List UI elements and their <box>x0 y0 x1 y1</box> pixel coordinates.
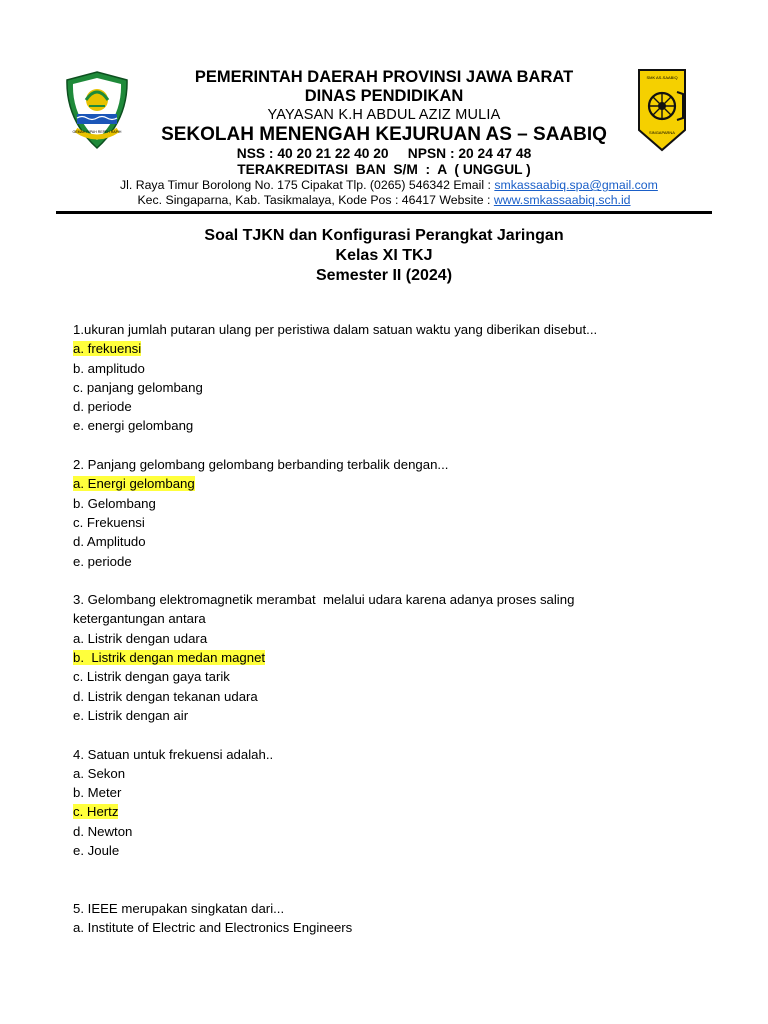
question-list <box>73 320 713 938</box>
title-line-3: Semester II (2024) <box>315 267 453 284</box>
accreditation: TERAKREDITASI BAN S/M : A ( UNGGUL ) <box>237 162 531 178</box>
answer-option-row <box>73 474 713 493</box>
answer-option: c. Frekuensi <box>73 514 145 530</box>
answer-option: e. Listrik dengan air <box>73 707 189 723</box>
answer-option: c. Listrik dengan gaya tarik <box>73 669 230 685</box>
answer-option-highlighted: b. Listrik dengan medan magnet <box>73 650 266 666</box>
question-text: 4. Satuan untuk frekuensi adalah.. <box>73 746 274 762</box>
answer-option: a. Listrik dengan udara <box>73 630 208 646</box>
address-1-text: Jl. Raya Timur Borolong No. 175 Cipakat Tlp. (0265) 546342 Email : <box>120 178 495 193</box>
question-text: 3. Gelombang elektromagnetik merambat melalui udara karena adanya proses saling <box>73 592 575 608</box>
address-line-2 <box>120 193 648 208</box>
left-logo-motto: GEMAH RIPAH REPEH RAPIH <box>72 130 122 134</box>
government-name: PEMERINTAH DAERAH PROVINSI JAWA BARAT <box>194 68 574 86</box>
spacer <box>73 436 713 455</box>
answer-option: d. Newton <box>73 823 133 839</box>
foundation-name: YAYASAN K.H ABDUL AZIZ MULIA <box>267 106 501 123</box>
answer-option: d. periode <box>73 399 132 415</box>
answer-option: d. Listrik dengan tekanan udara <box>73 688 258 704</box>
answer-option-row <box>73 339 713 358</box>
answer-option: b. Meter <box>73 785 122 801</box>
nss-npsn: NSS : 40 20 21 22 40 20 NPSN : 20 24 47 48 <box>236 146 532 162</box>
answer-option: a. Sekon <box>73 765 126 781</box>
school-name: SEKOLAH MENENGAH KEJURUAN AS – SAABIQ <box>161 123 607 145</box>
right-logo-bottom-text: SINGAPARNA <box>649 130 675 135</box>
question-text-continued: ketergantungan antara <box>73 611 206 627</box>
answer-option: e. energi gelombang <box>73 418 194 434</box>
website-link[interactable]: www.smkassaabiq.sch.id <box>493 192 631 207</box>
question-text: 1.ukuran jumlah putaran ulang per peristiwa dalam satuan waktu yang diberikan disebut... <box>73 322 598 337</box>
question-text: 5. IEEE merupakan singkatan dari... <box>73 900 285 916</box>
letterhead-text <box>120 68 658 208</box>
spacer <box>73 725 713 744</box>
title-line-1: Soal TJKN dan Konfigurasi Perangkat Jaringan <box>204 227 564 244</box>
answer-option-highlighted: c. Hertz <box>73 804 119 820</box>
exam-title <box>0 226 768 286</box>
letterhead <box>0 60 768 220</box>
answer-option: e. periode <box>73 553 132 569</box>
address-2-text: Kec. Singaparna, Kab. Tasikmalaya, Kode Pos : 46417 Website : <box>137 192 494 207</box>
department-name: DINAS PENDIDIKAN <box>304 86 464 105</box>
answer-option-row <box>73 802 713 821</box>
email-link[interactable]: smkassaabiq.spa@gmail.com <box>494 178 658 193</box>
answer-option-row <box>73 648 713 667</box>
question-text: 2. Panjang gelombang gelombang berbanding terbalik dengan... <box>73 457 449 473</box>
answer-option: c. panjang gelombang <box>73 379 203 395</box>
answer-option-highlighted: a. frekuensi <box>73 341 142 357</box>
answer-option: b. Gelombang <box>73 495 156 511</box>
spacer <box>73 860 713 899</box>
header-divider <box>56 211 712 214</box>
spacer <box>73 571 713 590</box>
answer-option: d. Amplitudo <box>73 534 146 550</box>
answer-option: e. Joule <box>73 843 120 859</box>
title-line-2: Kelas XI TKJ <box>335 247 433 264</box>
address-line-1 <box>120 178 658 193</box>
right-logo-top-text: SMK AS-SAABIQ <box>646 75 678 80</box>
answer-option: a. Institute of Electric and Electronics Engineers <box>73 920 353 936</box>
answer-option: b. amplitudo <box>73 360 145 376</box>
answer-option-highlighted: a. Energi gelombang <box>73 476 195 492</box>
